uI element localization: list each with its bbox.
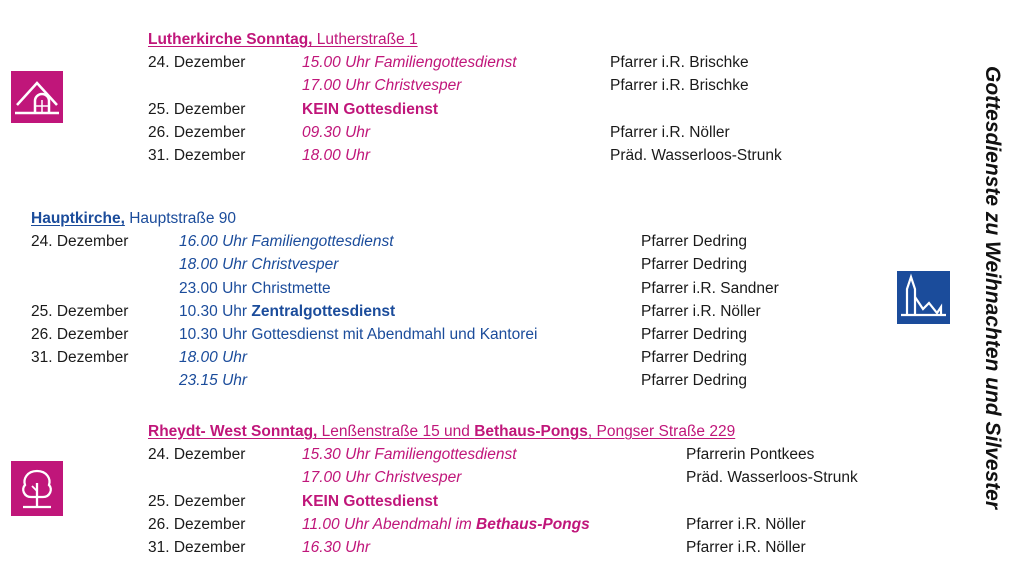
side-title-text: Gottesdienste zu Weihnachten und Silvester	[981, 66, 1004, 510]
rheydt-heading	[148, 420, 908, 443]
date-cell: 31. Dezember	[31, 349, 129, 367]
time-cell: 16.00 Uhr Familiengottesdienst	[179, 233, 394, 251]
table-row	[148, 121, 848, 144]
rheydt-title-rest: , Pongser Straße 229	[587, 423, 736, 440]
time-cell: 17.00 Uhr Christvesper	[302, 469, 462, 487]
table-row	[31, 369, 881, 392]
person-cell: Pfarrer Dedring	[641, 233, 747, 251]
person-cell: Pfarrer i.R. Brischke	[610, 54, 749, 72]
person-cell: Präd. Wasserloos-Strunk	[610, 146, 782, 164]
table-row	[31, 346, 881, 369]
time-cell: 15.30 Uhr Familiengottesdienst	[302, 446, 517, 464]
side-title	[975, 16, 1009, 560]
date-cell: 24. Dezember	[148, 54, 246, 72]
person-cell: Pfarrer Dedring	[641, 325, 747, 343]
date-cell: 26. Dezember	[31, 325, 129, 343]
person-cell: Pfarrer i.R. Nöller	[686, 515, 806, 533]
time-cell: KEIN Gottesdienst	[302, 100, 439, 118]
person-cell: Pfarrerin Pontkees	[686, 446, 815, 464]
table-row	[148, 513, 908, 536]
table-row	[31, 277, 881, 300]
time-cell: 16.30 Uhr	[302, 538, 371, 556]
rheydt-title-mid: Lenßenstraße 15 und	[317, 423, 475, 440]
church-towers-icon	[897, 271, 950, 324]
haupt-title-rest: Hauptstraße 90	[124, 210, 237, 227]
time-bold: Zentralgottesdienst	[251, 302, 396, 320]
time-cell: 18.00 Uhr	[302, 146, 371, 164]
section-hauptkirche	[31, 207, 881, 393]
time-cell: 09.30 Uhr	[302, 123, 371, 141]
luther-title-bold: Lutherkirche Sonntag,	[148, 31, 313, 48]
time-cell	[302, 513, 590, 536]
person-cell: Präd. Wasserloos-Strunk	[686, 469, 858, 487]
table-row	[148, 98, 848, 121]
house-church-icon	[11, 71, 63, 123]
rheydt-title-bold2: Bethaus-Pongs	[474, 423, 588, 440]
person-cell: Pfarrer Dedring	[641, 349, 747, 367]
date-cell: 25. Dezember	[148, 100, 246, 118]
table-row	[148, 466, 908, 489]
table-row	[148, 144, 848, 167]
date-cell: 24. Dezember	[31, 233, 129, 251]
time-prefix: 10.30 Uhr	[179, 302, 252, 320]
table-row	[148, 490, 908, 513]
time-cell: 18.00 Uhr Christvesper	[179, 256, 339, 274]
tree-icon	[11, 461, 63, 516]
person-cell: Pfarrer Dedring	[641, 256, 747, 274]
date-cell: 31. Dezember	[148, 538, 246, 556]
luther-heading	[148, 28, 848, 51]
date-cell: 26. Dezember	[148, 515, 246, 533]
person-cell: Pfarrer i.R. Sandner	[641, 279, 779, 297]
time-prefix: 11.00 Uhr Abendmahl im	[302, 515, 477, 533]
table-row	[148, 443, 908, 466]
person-cell: Pfarrer i.R. Nöller	[641, 302, 761, 320]
rheydt-title-bold1: Rheydt- West Sonntag,	[148, 423, 318, 440]
section-lutherkirche	[148, 28, 848, 167]
person-cell: Pfarrer i.R. Nöller	[686, 538, 806, 556]
date-cell: 31. Dezember	[148, 146, 246, 164]
table-row	[31, 323, 881, 346]
time-cell: 10.30 Uhr Gottesdienst mit Abendmahl und Kantorei	[179, 325, 538, 343]
haupt-title-bold: Hauptkirche,	[31, 210, 125, 227]
date-cell: 26. Dezember	[148, 123, 246, 141]
time-bold: Bethaus-Pongs	[476, 515, 590, 533]
table-row	[31, 253, 881, 276]
table-row	[148, 51, 848, 74]
time-cell: KEIN Gottesdienst	[302, 492, 439, 510]
time-cell: 18.00 Uhr	[179, 349, 248, 367]
table-row	[31, 300, 881, 323]
date-cell: 25. Dezember	[148, 492, 246, 510]
time-cell: 15.00 Uhr Familiengottesdienst	[302, 54, 517, 72]
date-cell: 24. Dezember	[148, 446, 246, 464]
time-cell: 17.00 Uhr Christvesper	[302, 77, 462, 95]
date-cell: 25. Dezember	[31, 302, 129, 320]
time-cell: 23.15 Uhr	[179, 372, 248, 390]
table-row	[148, 536, 908, 559]
section-rheydt-west	[148, 420, 908, 559]
person-cell: Pfarrer i.R. Nöller	[610, 123, 730, 141]
time-cell	[179, 300, 395, 323]
haupt-heading	[31, 207, 881, 230]
time-cell: 23.00 Uhr Christmette	[179, 279, 331, 297]
table-row	[31, 230, 881, 253]
person-cell: Pfarrer i.R. Brischke	[610, 77, 749, 95]
luther-title-rest: Lutherstraße 1	[312, 31, 418, 48]
table-row	[148, 74, 848, 97]
person-cell: Pfarrer Dedring	[641, 372, 747, 390]
